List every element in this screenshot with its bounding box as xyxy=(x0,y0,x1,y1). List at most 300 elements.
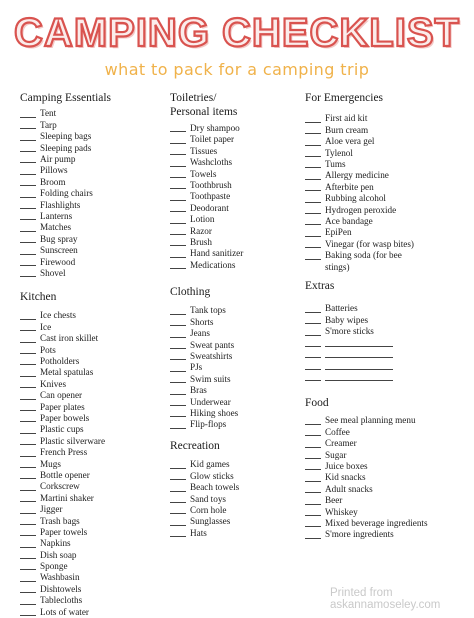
item-label: Paper plates xyxy=(40,401,85,412)
checkbox-blank[interactable] xyxy=(305,213,321,214)
list-item xyxy=(305,182,414,193)
item-label: stings) xyxy=(325,261,350,272)
list-item xyxy=(20,222,111,233)
list-item xyxy=(305,136,414,147)
checkbox-blank[interactable] xyxy=(305,424,321,425)
checkbox-blank[interactable] xyxy=(20,254,36,255)
item-label: Shovel xyxy=(40,267,66,278)
checkbox-blank[interactable] xyxy=(170,348,186,349)
list-item xyxy=(305,495,428,506)
list-item xyxy=(20,470,105,481)
list-item xyxy=(20,322,105,333)
checkbox-blank[interactable] xyxy=(305,179,321,180)
checkbox-blank[interactable] xyxy=(170,382,186,383)
list-item xyxy=(170,351,238,362)
item-label: Mixed beverage ingredients xyxy=(325,518,428,528)
list-item xyxy=(170,471,239,482)
list-item xyxy=(20,120,111,131)
checkbox-blank[interactable] xyxy=(170,177,186,178)
item-label: Dry shampoo xyxy=(190,122,240,133)
item-label: Can opener xyxy=(40,390,83,401)
checkbox-blank[interactable] xyxy=(170,131,186,132)
checkbox-blank[interactable] xyxy=(305,481,321,482)
checkbox-blank[interactable] xyxy=(20,387,36,388)
list-item xyxy=(20,516,105,527)
checkbox-blank[interactable] xyxy=(20,319,36,320)
list-item xyxy=(170,306,238,317)
checkbox-blank[interactable] xyxy=(20,490,36,491)
item-label: Towels xyxy=(190,168,217,179)
checkbox-blank[interactable] xyxy=(20,197,36,198)
list-item xyxy=(170,226,243,237)
item-label: Ice xyxy=(40,321,52,332)
item-label: Bras xyxy=(190,385,207,396)
checkbox-blank[interactable] xyxy=(170,428,186,429)
list-item xyxy=(305,250,414,261)
checkbox-blank[interactable] xyxy=(170,371,186,372)
list-item xyxy=(170,460,239,471)
checkbox-blank[interactable] xyxy=(170,166,186,167)
checkbox-blank[interactable] xyxy=(170,536,186,537)
item-label: Sponge xyxy=(40,561,68,572)
checkbox-blank[interactable] xyxy=(305,515,321,516)
item-label: Sand toys xyxy=(190,493,226,504)
list-item xyxy=(170,317,238,328)
item-label: Underwear xyxy=(190,396,231,407)
list-item xyxy=(170,237,243,248)
list-item xyxy=(170,328,238,339)
item-label: Beer xyxy=(325,495,343,506)
item-label: Whiskey xyxy=(325,506,358,517)
list-item xyxy=(20,595,105,606)
item-label: Broom xyxy=(40,176,66,187)
checkbox-blank[interactable] xyxy=(170,337,186,338)
section-kitchen xyxy=(20,291,105,618)
checkbox-blank[interactable] xyxy=(170,234,186,235)
checkbox-blank[interactable] xyxy=(20,330,36,331)
item-label: Tank tops xyxy=(190,305,226,316)
checkbox-blank[interactable] xyxy=(305,312,321,313)
list-item xyxy=(170,169,243,180)
checkbox-blank[interactable] xyxy=(20,342,36,343)
section-food xyxy=(305,397,428,541)
checkbox-blank[interactable] xyxy=(20,467,36,468)
list-item xyxy=(305,239,414,250)
list-item xyxy=(170,248,243,259)
checkbox-blank[interactable] xyxy=(305,526,321,527)
item-label: EpiPen xyxy=(325,227,352,238)
checkbox-blank[interactable] xyxy=(305,538,321,539)
checkbox-blank[interactable] xyxy=(20,535,36,536)
checkbox-blank[interactable] xyxy=(20,140,36,141)
section-toiletries xyxy=(170,92,243,271)
checkbox-blank[interactable] xyxy=(305,447,321,448)
list-item xyxy=(305,148,414,159)
item-label: Toilet paper xyxy=(190,134,234,145)
list-item xyxy=(20,188,111,199)
checkbox-blank[interactable] xyxy=(20,433,36,434)
item-label: Pots xyxy=(40,344,56,355)
list-item xyxy=(20,165,111,176)
item-label: Ace bandage xyxy=(325,216,373,226)
list-item xyxy=(20,538,105,549)
list-item xyxy=(20,257,111,268)
item-label: Sunglasses xyxy=(190,516,231,527)
item-label: Deodorant xyxy=(190,202,229,213)
list-item xyxy=(305,125,414,136)
list-item xyxy=(20,504,105,515)
list-item xyxy=(305,216,414,227)
item-label: Jeans xyxy=(190,328,210,339)
checkbox-blank[interactable] xyxy=(170,394,186,395)
list-item xyxy=(20,459,105,470)
checkbox-blank[interactable] xyxy=(305,247,321,248)
blank-line[interactable] xyxy=(305,360,393,371)
checkbox-blank[interactable] xyxy=(20,524,36,525)
checkbox-blank[interactable] xyxy=(170,223,186,224)
list-item xyxy=(20,356,105,367)
list-item xyxy=(170,123,243,134)
item-label: Toothbrush xyxy=(190,179,232,190)
item-label: Swim suits xyxy=(190,373,231,384)
item-label: Mugs xyxy=(40,458,61,469)
checkbox-blank[interactable] xyxy=(305,504,321,505)
item-label: Vinegar (for wasp bites) xyxy=(325,238,414,249)
item-label: Napkins xyxy=(40,538,71,549)
item-label: Washcloths xyxy=(190,157,233,168)
checkbox-blank[interactable] xyxy=(305,259,321,260)
list-item xyxy=(20,584,105,595)
list-item xyxy=(20,245,111,256)
checkbox-blank[interactable] xyxy=(170,325,186,326)
item-label: Plastic cups xyxy=(40,424,84,435)
list-item xyxy=(170,362,238,373)
list-item xyxy=(20,390,105,401)
list-item xyxy=(305,315,393,326)
list-item-continued xyxy=(305,262,414,273)
item-label: Cast iron skillet xyxy=(40,333,99,344)
checkbox-blank[interactable] xyxy=(20,128,36,129)
item-label: Hats xyxy=(190,527,207,538)
section-heading: For Emergencies xyxy=(305,92,384,104)
checkbox-blank[interactable] xyxy=(170,268,186,269)
checkbox-blank[interactable] xyxy=(20,376,36,377)
list-item xyxy=(170,214,243,225)
item-label: Glow sticks xyxy=(190,470,234,481)
list-item xyxy=(170,516,239,527)
item-label: Martini shaker xyxy=(40,492,94,503)
item-label: Tums xyxy=(325,159,346,170)
checkbox-blank[interactable] xyxy=(20,501,36,502)
section-heading: Food xyxy=(305,397,329,409)
checkbox-blank[interactable] xyxy=(305,323,321,324)
checkbox-blank[interactable] xyxy=(170,154,186,155)
item-label: Toothpaste xyxy=(190,191,231,202)
item-label: Tylenol xyxy=(325,147,353,158)
item-label: Creamer xyxy=(325,438,357,449)
checkbox-blank[interactable] xyxy=(170,405,186,406)
list-item xyxy=(20,109,111,120)
list-item xyxy=(20,413,105,424)
list-item xyxy=(20,436,105,447)
list-item xyxy=(20,200,111,211)
page-subtitle: what to pack for a camping trip xyxy=(104,60,370,79)
item-label: Allergy medicine xyxy=(325,170,389,181)
checkbox-blank[interactable] xyxy=(20,615,36,616)
checkbox-blank[interactable] xyxy=(305,435,321,436)
list-item xyxy=(170,260,243,271)
item-label: Juice boxes xyxy=(325,461,368,472)
item-label: Hand sanitizer xyxy=(190,248,244,259)
checkbox-blank[interactable] xyxy=(20,399,36,400)
checkbox-blank[interactable] xyxy=(20,208,36,209)
item-label: Shorts xyxy=(190,316,214,327)
checkbox-blank[interactable] xyxy=(20,421,36,422)
item-label: Brush xyxy=(190,236,212,247)
item-label: Coffee xyxy=(325,426,350,437)
section-camping-essentials xyxy=(20,92,111,279)
item-label: Dish soap xyxy=(40,549,77,560)
item-label: Dishtowels xyxy=(40,583,82,594)
checkbox-blank[interactable] xyxy=(305,167,321,168)
list-item xyxy=(305,205,414,216)
list-item xyxy=(305,416,428,427)
checkbox-blank[interactable] xyxy=(20,410,36,411)
list-item xyxy=(20,527,105,538)
item-label: See meal planning menu xyxy=(325,415,416,426)
list-item xyxy=(20,211,111,222)
checkbox-blank[interactable] xyxy=(305,122,321,123)
list-item xyxy=(170,180,243,191)
item-label: Plastic silverware xyxy=(40,435,106,446)
list-item xyxy=(20,333,105,344)
item-label: Baby wipes xyxy=(325,314,369,325)
footer-credit: Printed from askannamoseley.com xyxy=(330,587,441,611)
list-item xyxy=(20,177,111,188)
checkbox-blank[interactable] xyxy=(20,353,36,354)
checkbox-blank[interactable] xyxy=(170,257,186,258)
checkbox-blank[interactable] xyxy=(20,219,36,220)
item-label: Flip-flops xyxy=(190,419,227,430)
checkbox-blank[interactable] xyxy=(20,151,36,152)
checkbox-blank[interactable] xyxy=(305,133,321,134)
checkbox-blank[interactable] xyxy=(170,468,186,469)
list-item xyxy=(20,367,105,378)
checkbox-blank[interactable] xyxy=(170,502,186,503)
list-item xyxy=(20,493,105,504)
item-label: Tent xyxy=(40,108,57,119)
item-label: Sleeping bags xyxy=(40,131,92,142)
checkbox-blank[interactable] xyxy=(20,456,36,457)
checkbox-blank[interactable] xyxy=(305,492,321,493)
list-item xyxy=(305,507,428,518)
list-item xyxy=(20,311,105,322)
checkbox-blank[interactable] xyxy=(305,190,321,191)
item-label: S'more ingredients xyxy=(325,529,394,540)
item-label: Tarp xyxy=(40,119,57,130)
list-item xyxy=(20,561,105,572)
item-label: Air pump xyxy=(40,154,76,165)
item-label: Lanterns xyxy=(40,211,73,221)
item-label: Tablecloths xyxy=(40,595,83,606)
checkbox-blank[interactable] xyxy=(20,513,36,514)
item-label: Lotion xyxy=(190,214,215,225)
item-label: Matches xyxy=(40,222,72,233)
list-item xyxy=(20,424,105,435)
section-extras xyxy=(305,280,393,383)
item-label: Washbasin xyxy=(40,572,80,583)
checkbox-blank[interactable] xyxy=(20,174,36,175)
item-label: Sweat pants xyxy=(190,339,235,350)
checkbox-blank[interactable] xyxy=(20,162,36,163)
checkbox-blank[interactable] xyxy=(20,364,36,365)
list-item xyxy=(305,227,414,238)
checkbox-blank[interactable] xyxy=(305,156,321,157)
checkbox-blank[interactable] xyxy=(305,469,321,470)
item-label: Beach towels xyxy=(190,482,240,493)
list-item xyxy=(170,385,238,396)
section-heading: Camping Essentials xyxy=(20,92,112,104)
list-item xyxy=(170,191,243,202)
list-item xyxy=(170,134,243,145)
checkbox-blank[interactable] xyxy=(20,592,36,593)
list-item xyxy=(20,143,111,154)
list-item xyxy=(305,450,428,461)
item-label: Kid snacks xyxy=(325,472,366,483)
item-label: Knives xyxy=(40,378,67,389)
list-item xyxy=(170,419,238,430)
section-recreation xyxy=(170,440,239,539)
item-label: Rubbing alcohol xyxy=(325,193,386,204)
item-label: Hydrogen peroxide xyxy=(325,204,397,215)
checkbox-blank[interactable] xyxy=(20,444,36,445)
item-label: Afterbite pen xyxy=(325,181,374,192)
list-item xyxy=(305,427,428,438)
section-heading: Extras xyxy=(305,280,335,292)
section-heading: Personal items xyxy=(170,105,238,118)
item-label: Aloe vera gel xyxy=(325,136,375,147)
blank-line[interactable] xyxy=(305,372,393,383)
checkbox-blank[interactable] xyxy=(170,359,186,360)
checkbox-blank[interactable] xyxy=(170,479,186,480)
item-label: Baking soda (for bee xyxy=(325,250,402,261)
item-label: Firewood xyxy=(40,256,76,267)
checkbox-blank[interactable] xyxy=(20,242,36,243)
item-label: Batteries xyxy=(325,303,358,314)
list-item xyxy=(305,529,428,540)
item-label: Pillows xyxy=(40,165,68,176)
item-label: French Press xyxy=(40,447,88,458)
checkbox-blank[interactable] xyxy=(20,604,36,605)
checkbox-blank[interactable] xyxy=(20,569,36,570)
checkbox-blank[interactable] xyxy=(170,200,186,201)
checkbox-blank[interactable] xyxy=(20,478,36,479)
item-label: Razor xyxy=(190,225,212,236)
checkbox-blank[interactable] xyxy=(305,335,321,336)
checkbox-blank[interactable] xyxy=(20,117,36,118)
item-label: Paper bowels xyxy=(40,413,90,423)
checkbox-blank[interactable] xyxy=(170,211,186,212)
checkbox-blank[interactable] xyxy=(20,185,36,186)
list-item xyxy=(20,234,111,245)
list-item xyxy=(170,494,239,505)
section-heading: Kitchen xyxy=(20,291,57,303)
section-clothing xyxy=(170,286,238,431)
item-label: Corn hole xyxy=(190,505,227,516)
blank-line[interactable] xyxy=(305,338,393,349)
list-item xyxy=(20,447,105,458)
list-item xyxy=(305,438,428,449)
list-item xyxy=(170,146,243,157)
checkbox-blank[interactable] xyxy=(170,525,186,526)
checkbox-blank[interactable] xyxy=(170,314,186,315)
list-item xyxy=(305,472,428,483)
item-label: Flashlights xyxy=(40,199,81,210)
section-heading: Toiletries/ xyxy=(170,92,217,104)
list-item xyxy=(20,550,105,561)
item-label: Lots of water xyxy=(40,606,89,617)
list-item xyxy=(170,397,238,408)
item-label: Kid games xyxy=(190,459,230,470)
checkbox-blank[interactable] xyxy=(170,188,186,189)
list-item xyxy=(20,131,111,142)
checkbox-blank[interactable] xyxy=(20,265,36,266)
list-item xyxy=(305,193,414,204)
item-label: Tissues xyxy=(190,145,218,156)
list-item xyxy=(20,481,105,492)
list-item xyxy=(170,374,238,385)
item-label: Jigger xyxy=(40,504,63,515)
list-item xyxy=(20,402,105,413)
list-item xyxy=(305,484,428,495)
list-item xyxy=(20,154,111,165)
checkbox-blank[interactable] xyxy=(305,224,321,225)
checkbox-blank[interactable] xyxy=(305,145,321,146)
checkbox-blank[interactable] xyxy=(170,143,186,144)
item-label: Bottle opener xyxy=(40,469,90,480)
item-label: Metal spatulas xyxy=(40,367,94,378)
list-item xyxy=(20,379,105,390)
item-label: Sugar xyxy=(325,449,347,460)
checkbox-blank[interactable] xyxy=(170,491,186,492)
checkbox-blank[interactable] xyxy=(170,416,186,417)
item-label: Ice chests xyxy=(40,310,76,321)
checkbox-blank[interactable] xyxy=(20,558,36,559)
page-title: CAMPING CHECKLIST xyxy=(14,11,460,55)
blank-line[interactable] xyxy=(305,349,393,360)
checkbox-blank[interactable] xyxy=(305,458,321,459)
list-item xyxy=(170,505,239,516)
checkbox-blank[interactable] xyxy=(20,547,36,548)
item-label: Sunscreen xyxy=(40,245,78,256)
item-label: Adult snacks xyxy=(325,483,373,494)
checkbox-blank[interactable] xyxy=(20,231,36,232)
checkbox-blank[interactable] xyxy=(20,581,36,582)
checkbox-blank[interactable] xyxy=(170,245,186,246)
list-item xyxy=(170,408,238,419)
list-item xyxy=(305,326,393,337)
item-label: Burn cream xyxy=(325,124,369,135)
checkbox-blank[interactable] xyxy=(170,513,186,514)
list-item xyxy=(170,528,239,539)
section-heading: Clothing xyxy=(170,286,211,298)
checkbox-blank[interactable] xyxy=(20,276,36,277)
list-item xyxy=(305,518,428,529)
item-label: Potholders xyxy=(40,356,80,367)
checkbox-blank[interactable] xyxy=(305,236,321,237)
item-label: Bug spray xyxy=(40,233,78,244)
checkbox-blank[interactable] xyxy=(305,202,321,203)
